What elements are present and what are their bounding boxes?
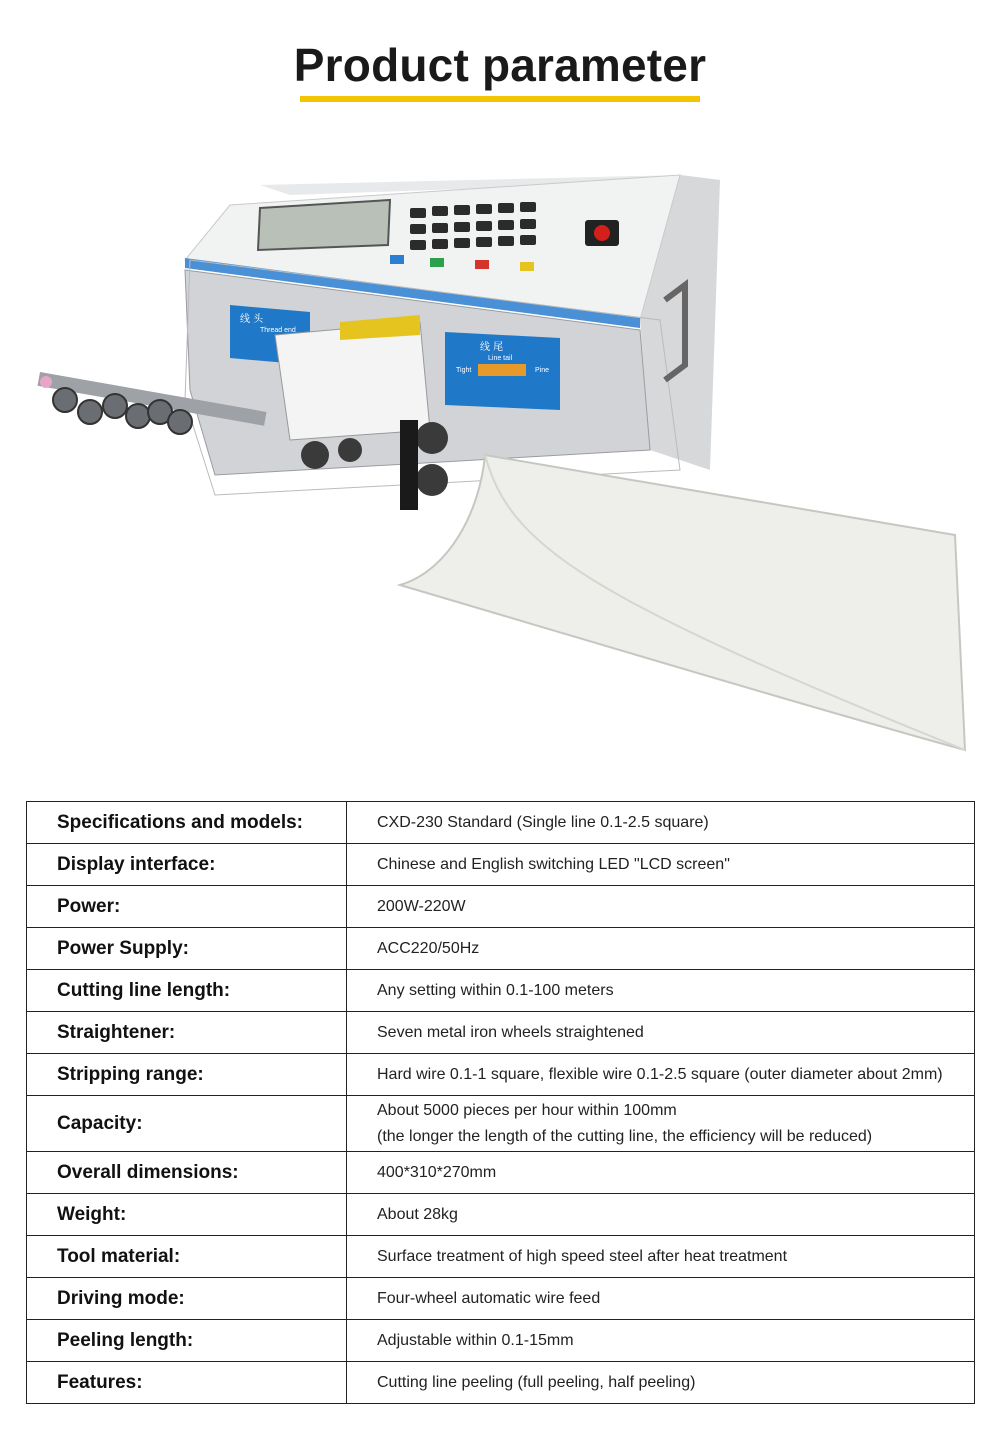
table-row bbox=[27, 802, 975, 844]
spec-value bbox=[347, 1096, 975, 1152]
right-label-cn: 线 尾 bbox=[480, 342, 504, 353]
table-row bbox=[27, 970, 975, 1012]
table-row bbox=[27, 1054, 975, 1096]
spec-label: Weight: bbox=[27, 1194, 347, 1236]
table-row bbox=[27, 1278, 975, 1320]
table-row bbox=[27, 1096, 975, 1152]
spec-label: Driving mode: bbox=[27, 1278, 347, 1320]
left-label-en: Thread end bbox=[260, 327, 296, 334]
title-underline bbox=[300, 96, 700, 102]
spec-label: Cutting line length: bbox=[27, 970, 347, 1012]
spec-label: Straightener: bbox=[27, 1012, 347, 1054]
spec-label: Power: bbox=[27, 886, 347, 928]
spec-value bbox=[347, 844, 975, 886]
spec-label: Peeling length: bbox=[27, 1320, 347, 1362]
table-row bbox=[27, 1236, 975, 1278]
table-row bbox=[27, 928, 975, 970]
table-row bbox=[27, 844, 975, 886]
spec-value-line: Seven metal iron wheels straightened bbox=[377, 1023, 644, 1041]
lcd-screen bbox=[258, 200, 390, 250]
product-image bbox=[20, 150, 980, 770]
spec-label: Tool material: bbox=[27, 1236, 347, 1278]
page-title: Product parameter bbox=[293, 39, 707, 91]
spec-value-line: Surface treatment of high speed steel after heat treatment bbox=[377, 1247, 788, 1265]
spec-label: Stripping range: bbox=[27, 1054, 347, 1096]
blade-bracket bbox=[400, 420, 418, 510]
spec-value-line: 400*310*270mm bbox=[377, 1163, 497, 1181]
table-row bbox=[27, 886, 975, 928]
spec-label: Capacity: bbox=[27, 1096, 347, 1152]
spec-value-line: ACC220/50Hz bbox=[377, 939, 480, 957]
table-row bbox=[27, 1012, 975, 1054]
spec-value bbox=[347, 1278, 975, 1320]
spec-label: Display interface: bbox=[27, 844, 347, 886]
spec-value bbox=[347, 1320, 975, 1362]
spec-label: Power Supply: bbox=[27, 928, 347, 970]
spec-value bbox=[347, 1152, 975, 1194]
spec-value-line: About 5000 pieces per hour within 100mm bbox=[377, 1101, 677, 1119]
output-tray bbox=[400, 455, 965, 750]
spec-value bbox=[347, 1236, 975, 1278]
spec-value-line: (the longer the length of the cutting line, the efficiency will be reduced) bbox=[377, 1127, 873, 1145]
spec-value-line: Four-wheel automatic wire feed bbox=[377, 1289, 601, 1307]
spec-value bbox=[347, 1362, 975, 1404]
right-label-en: Line tail bbox=[488, 355, 513, 362]
spec-value bbox=[347, 886, 975, 928]
table-row bbox=[27, 1152, 975, 1194]
spec-value-line: Any setting within 0.1-100 meters bbox=[377, 981, 614, 999]
right-label-tight: Tight bbox=[456, 367, 472, 374]
table-row bbox=[27, 1194, 975, 1236]
spec-value bbox=[347, 1054, 975, 1096]
left-label-cn: 线 头 bbox=[240, 314, 264, 325]
spec-value-line: Chinese and English switching LED "LCD screen" bbox=[377, 855, 730, 873]
spec-label: Specifications and models: bbox=[27, 802, 347, 844]
spec-value bbox=[347, 970, 975, 1012]
spec-value-line: 200W-220W bbox=[377, 897, 466, 915]
spec-value bbox=[347, 1012, 975, 1054]
spec-value-line: Hard wire 0.1-1 square, flexible wire 0.1-2.5 square (outer diameter about 2mm) bbox=[377, 1065, 943, 1083]
spec-value-line: CXD-230 Standard (Single line 0.1-2.5 square) bbox=[377, 813, 709, 831]
spec-value bbox=[347, 1194, 975, 1236]
spec-label: Features: bbox=[27, 1362, 347, 1404]
spec-label: Overall dimensions: bbox=[27, 1152, 347, 1194]
spec-value-line: About 28kg bbox=[377, 1205, 458, 1223]
table-row bbox=[27, 1362, 975, 1404]
spec-value bbox=[347, 802, 975, 844]
spec-value-line: Adjustable within 0.1-15mm bbox=[377, 1331, 574, 1349]
spec-table bbox=[26, 801, 975, 1404]
right-label-pine: Pine bbox=[535, 367, 550, 374]
spec-value-line: Cutting line peeling (full peeling, half peeling) bbox=[377, 1373, 696, 1391]
spec-value bbox=[347, 928, 975, 970]
table-row bbox=[27, 1320, 975, 1362]
